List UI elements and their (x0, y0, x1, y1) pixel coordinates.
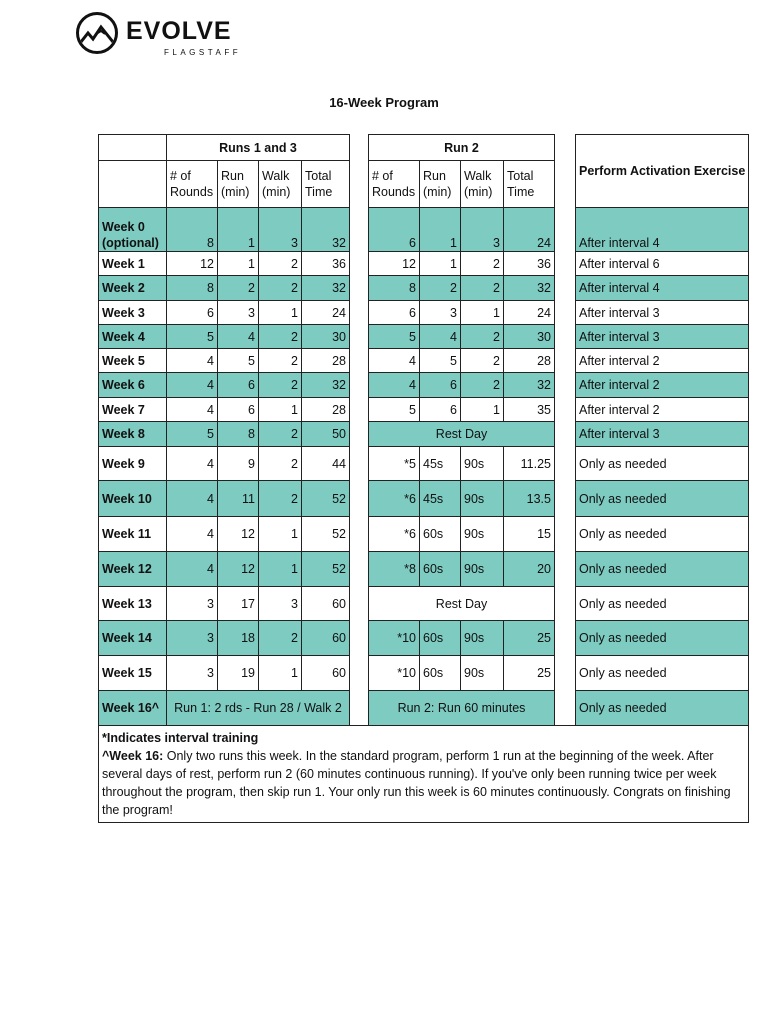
column-gap (555, 252, 576, 276)
table-row (99, 325, 749, 349)
r1-total-cell: 44 (302, 447, 350, 481)
activation-cell: Only as needed (576, 621, 749, 656)
column-gap (555, 517, 576, 552)
r1-run-cell: 9 (218, 447, 259, 481)
r2-total-cell: 28 (504, 349, 555, 373)
week-label: Week 13 (99, 587, 167, 621)
r2-rounds-cell: 12 (369, 252, 420, 276)
column-gap (350, 208, 369, 252)
r2-rounds-cell: 4 (369, 373, 420, 398)
table-row (99, 252, 749, 276)
column-gap (350, 373, 369, 398)
r1-walk-cell: 1 (259, 517, 302, 552)
r2-rounds-cell: *10 (369, 656, 420, 691)
mountain-logo-icon (76, 12, 118, 54)
r1-run-cell: 19 (218, 656, 259, 691)
activation-cell: After interval 3 (576, 325, 749, 349)
column-gap (555, 135, 576, 161)
column-gap (555, 422, 576, 447)
r2-run-cell: 2 (420, 276, 461, 301)
perform-activation-header: Perform Activation Exercise (576, 135, 749, 208)
walk-header-r2: Walk (min) (461, 161, 504, 208)
run-2-summary: Run 2: Run 60 minutes (369, 691, 555, 726)
r1-run-cell: 12 (218, 517, 259, 552)
r1-total-cell: 50 (302, 422, 350, 447)
week16-note-label: ^Week 16: (102, 749, 164, 763)
run-1-3-summary: Run 1: 2 rds - Run 28 / Walk 2 (167, 691, 350, 726)
r1-walk-cell: 2 (259, 373, 302, 398)
week-label: Week 5 (99, 349, 167, 373)
r2-run-cell: 60s (420, 552, 461, 587)
run-2-summary: Rest Day (369, 422, 555, 447)
r2-walk-cell: 2 (461, 325, 504, 349)
r2-rounds-cell: 8 (369, 276, 420, 301)
r1-rounds-cell: 3 (167, 621, 218, 656)
r2-run-cell: 1 (420, 252, 461, 276)
r2-total-cell: 13.5 (504, 481, 555, 517)
activation-cell: After interval 2 (576, 349, 749, 373)
table-row (99, 481, 749, 517)
r1-walk-cell: 2 (259, 422, 302, 447)
table-row (99, 301, 749, 325)
rounds-header-r2: # of Rounds (369, 161, 420, 208)
column-gap (555, 552, 576, 587)
r1-total-cell: 32 (302, 208, 350, 252)
r1-run-cell: 12 (218, 552, 259, 587)
r2-rounds-cell: 5 (369, 325, 420, 349)
notes-cell (99, 726, 749, 823)
r2-run-cell: 6 (420, 373, 461, 398)
r2-rounds-cell: 6 (369, 208, 420, 252)
total-header-r2: Total Time (504, 161, 555, 208)
r1-walk-cell: 2 (259, 349, 302, 373)
r1-walk-cell: 2 (259, 481, 302, 517)
r1-run-cell: 3 (218, 301, 259, 325)
r2-run-cell: 6 (420, 398, 461, 422)
run-2-header: Run 2 (369, 135, 555, 161)
r2-walk-cell: 90s (461, 621, 504, 656)
r1-walk-cell: 1 (259, 301, 302, 325)
runs-1-3-header: Runs 1 and 3 (167, 135, 350, 161)
r1-walk-cell: 1 (259, 552, 302, 587)
activation-cell: After interval 6 (576, 252, 749, 276)
column-gap (350, 587, 369, 621)
table-row (99, 276, 749, 301)
run-header-r2: Run (min) (420, 161, 461, 208)
notes-row (99, 726, 749, 823)
r1-run-cell: 1 (218, 252, 259, 276)
r1-run-cell: 6 (218, 398, 259, 422)
r1-walk-cell: 2 (259, 252, 302, 276)
r1-total-cell: 60 (302, 656, 350, 691)
table-row (99, 398, 749, 422)
table-row (99, 373, 749, 398)
column-gap (555, 481, 576, 517)
week-label: Week 7 (99, 398, 167, 422)
r2-walk-cell: 90s (461, 517, 504, 552)
week-label: Week 8 (99, 422, 167, 447)
r2-run-cell: 45s (420, 481, 461, 517)
column-gap (555, 276, 576, 301)
brand-subtitle: FLAGSTAFF (164, 48, 242, 57)
r1-rounds-cell: 4 (167, 349, 218, 373)
week-label: Week 2 (99, 276, 167, 301)
r1-rounds-cell: 4 (167, 552, 218, 587)
week-label: Week 10 (99, 481, 167, 517)
r2-rounds-cell: *6 (369, 517, 420, 552)
column-gap (350, 349, 369, 373)
column-gap (555, 349, 576, 373)
r2-run-cell: 60s (420, 517, 461, 552)
r1-rounds-cell: 4 (167, 517, 218, 552)
r1-rounds-cell: 4 (167, 373, 218, 398)
r2-run-cell: 3 (420, 301, 461, 325)
week-label: Week 14 (99, 621, 167, 656)
week-label: Week 4 (99, 325, 167, 349)
r2-walk-cell: 1 (461, 398, 504, 422)
column-gap (350, 161, 369, 208)
r1-run-cell: 17 (218, 587, 259, 621)
r2-walk-cell: 90s (461, 656, 504, 691)
column-gap (350, 691, 369, 726)
column-gap (350, 135, 369, 161)
table-row (99, 517, 749, 552)
r2-total-cell: 11.25 (504, 447, 555, 481)
r2-run-cell: 5 (420, 349, 461, 373)
r2-total-cell: 25 (504, 621, 555, 656)
activation-cell: After interval 4 (576, 208, 749, 252)
activation-cell: After interval 2 (576, 398, 749, 422)
column-gap (350, 656, 369, 691)
r1-run-cell: 11 (218, 481, 259, 517)
header-corner (99, 135, 167, 161)
week-label: Week 3 (99, 301, 167, 325)
r1-walk-cell: 2 (259, 325, 302, 349)
column-gap (350, 621, 369, 656)
activation-cell: Only as needed (576, 552, 749, 587)
week-label: Week 0 (optional) (99, 208, 167, 252)
r1-run-cell: 8 (218, 422, 259, 447)
r2-rounds-cell: *6 (369, 481, 420, 517)
r1-rounds-cell: 4 (167, 447, 218, 481)
r2-total-cell: 24 (504, 208, 555, 252)
activation-cell: After interval 2 (576, 373, 749, 398)
week-label: Week 15 (99, 656, 167, 691)
r2-total-cell: 25 (504, 656, 555, 691)
r2-run-cell: 4 (420, 325, 461, 349)
r2-rounds-cell: *10 (369, 621, 420, 656)
r1-total-cell: 52 (302, 481, 350, 517)
r2-total-cell: 32 (504, 276, 555, 301)
r1-total-cell: 52 (302, 552, 350, 587)
activation-cell: After interval 4 (576, 276, 749, 301)
column-gap (555, 691, 576, 726)
r2-total-cell: 32 (504, 373, 555, 398)
activation-cell: Only as needed (576, 481, 749, 517)
table-row (99, 656, 749, 691)
column-gap (350, 398, 369, 422)
week-header-blank (99, 161, 167, 208)
r1-run-cell: 18 (218, 621, 259, 656)
run-2-summary: Rest Day (369, 587, 555, 621)
activation-cell: Only as needed (576, 656, 749, 691)
r2-total-cell: 35 (504, 398, 555, 422)
brand-logo (76, 12, 242, 60)
r2-walk-cell: 2 (461, 252, 504, 276)
column-gap (555, 656, 576, 691)
r1-total-cell: 52 (302, 517, 350, 552)
r1-rounds-cell: 5 (167, 325, 218, 349)
r1-rounds-cell: 6 (167, 301, 218, 325)
column-gap (555, 621, 576, 656)
week-label: Week 11 (99, 517, 167, 552)
page-title: 16-Week Program (329, 95, 439, 110)
r2-total-cell: 20 (504, 552, 555, 587)
r1-walk-cell: 2 (259, 276, 302, 301)
column-gap (555, 208, 576, 252)
r1-rounds-cell: 3 (167, 656, 218, 691)
column-gap (350, 252, 369, 276)
walk-header-r1: Walk (min) (259, 161, 302, 208)
column-gap (350, 422, 369, 447)
r2-rounds-cell: 6 (369, 301, 420, 325)
r1-run-cell: 2 (218, 276, 259, 301)
week-label: Week 16^ (99, 691, 167, 726)
column-gap (350, 481, 369, 517)
column-gap (350, 517, 369, 552)
table-row (99, 691, 749, 726)
header-row-1 (99, 135, 749, 161)
table-row (99, 349, 749, 373)
week-label: Week 12 (99, 552, 167, 587)
column-gap (555, 325, 576, 349)
brand-name: EVOLVE (126, 17, 232, 45)
r1-total-cell: 60 (302, 587, 350, 621)
r2-walk-cell: 1 (461, 301, 504, 325)
column-gap (555, 398, 576, 422)
r1-total-cell: 30 (302, 325, 350, 349)
r2-walk-cell: 2 (461, 276, 504, 301)
r1-rounds-cell: 4 (167, 481, 218, 517)
r1-walk-cell: 2 (259, 621, 302, 656)
r1-total-cell: 24 (302, 301, 350, 325)
rounds-header-r1: # of Rounds (167, 161, 218, 208)
r1-walk-cell: 2 (259, 447, 302, 481)
interval-note: *Indicates interval training (102, 731, 259, 745)
r1-walk-cell: 1 (259, 656, 302, 691)
table-row (99, 587, 749, 621)
r2-run-cell: 45s (420, 447, 461, 481)
r2-total-cell: 15 (504, 517, 555, 552)
r1-rounds-cell: 8 (167, 276, 218, 301)
r2-run-cell: 60s (420, 656, 461, 691)
r2-walk-cell: 2 (461, 373, 504, 398)
activation-cell: After interval 3 (576, 301, 749, 325)
column-gap (350, 301, 369, 325)
column-gap (350, 552, 369, 587)
activation-cell: Only as needed (576, 691, 749, 726)
table-row (99, 422, 749, 447)
r1-total-cell: 32 (302, 373, 350, 398)
r1-rounds-cell: 3 (167, 587, 218, 621)
r1-total-cell: 32 (302, 276, 350, 301)
table-row (99, 447, 749, 481)
r1-total-cell: 28 (302, 349, 350, 373)
r2-walk-cell: 90s (461, 481, 504, 517)
r2-walk-cell: 3 (461, 208, 504, 252)
activation-cell: After interval 3 (576, 422, 749, 447)
week-label: Week 1 (99, 252, 167, 276)
activation-cell: Only as needed (576, 587, 749, 621)
r1-total-cell: 28 (302, 398, 350, 422)
activation-cell: Only as needed (576, 517, 749, 552)
r2-run-cell: 60s (420, 621, 461, 656)
r2-rounds-cell: *8 (369, 552, 420, 587)
r2-walk-cell: 90s (461, 552, 504, 587)
week-label: Week 9 (99, 447, 167, 481)
r1-rounds-cell: 5 (167, 422, 218, 447)
r2-run-cell: 1 (420, 208, 461, 252)
table-row (99, 552, 749, 587)
r1-run-cell: 1 (218, 208, 259, 252)
activation-cell: Only as needed (576, 447, 749, 481)
table-row (99, 208, 749, 252)
week16-note-text: Only two runs this week. In the standard program, perform 1 run at the beginning of the week. After several days of rest, perform run 2 (60 minutes continuous running). If you've only been running twice per week throughout the program, then skip run 1. Your only run this week is 60 minutes continuously. Congrats on finishing the program! (102, 749, 731, 817)
r2-rounds-cell: 4 (369, 349, 420, 373)
column-gap (350, 276, 369, 301)
total-header-r1: Total Time (302, 161, 350, 208)
r1-run-cell: 5 (218, 349, 259, 373)
r2-rounds-cell: *5 (369, 447, 420, 481)
column-gap (555, 301, 576, 325)
week-label: Week 6 (99, 373, 167, 398)
r1-rounds-cell: 12 (167, 252, 218, 276)
r2-total-cell: 24 (504, 301, 555, 325)
column-gap (555, 373, 576, 398)
table-row (99, 621, 749, 656)
r1-walk-cell: 3 (259, 208, 302, 252)
r1-run-cell: 4 (218, 325, 259, 349)
column-gap (350, 325, 369, 349)
r1-run-cell: 6 (218, 373, 259, 398)
r2-total-cell: 36 (504, 252, 555, 276)
r1-rounds-cell: 8 (167, 208, 218, 252)
r1-total-cell: 36 (302, 252, 350, 276)
r2-walk-cell: 90s (461, 447, 504, 481)
r2-rounds-cell: 5 (369, 398, 420, 422)
r2-total-cell: 30 (504, 325, 555, 349)
r1-rounds-cell: 4 (167, 398, 218, 422)
r2-walk-cell: 2 (461, 349, 504, 373)
column-gap (350, 447, 369, 481)
column-gap (555, 161, 576, 208)
program-table (98, 134, 749, 823)
column-gap (555, 587, 576, 621)
r1-total-cell: 60 (302, 621, 350, 656)
r1-walk-cell: 3 (259, 587, 302, 621)
column-gap (555, 447, 576, 481)
run-header-r1: Run (min) (218, 161, 259, 208)
r1-walk-cell: 1 (259, 398, 302, 422)
